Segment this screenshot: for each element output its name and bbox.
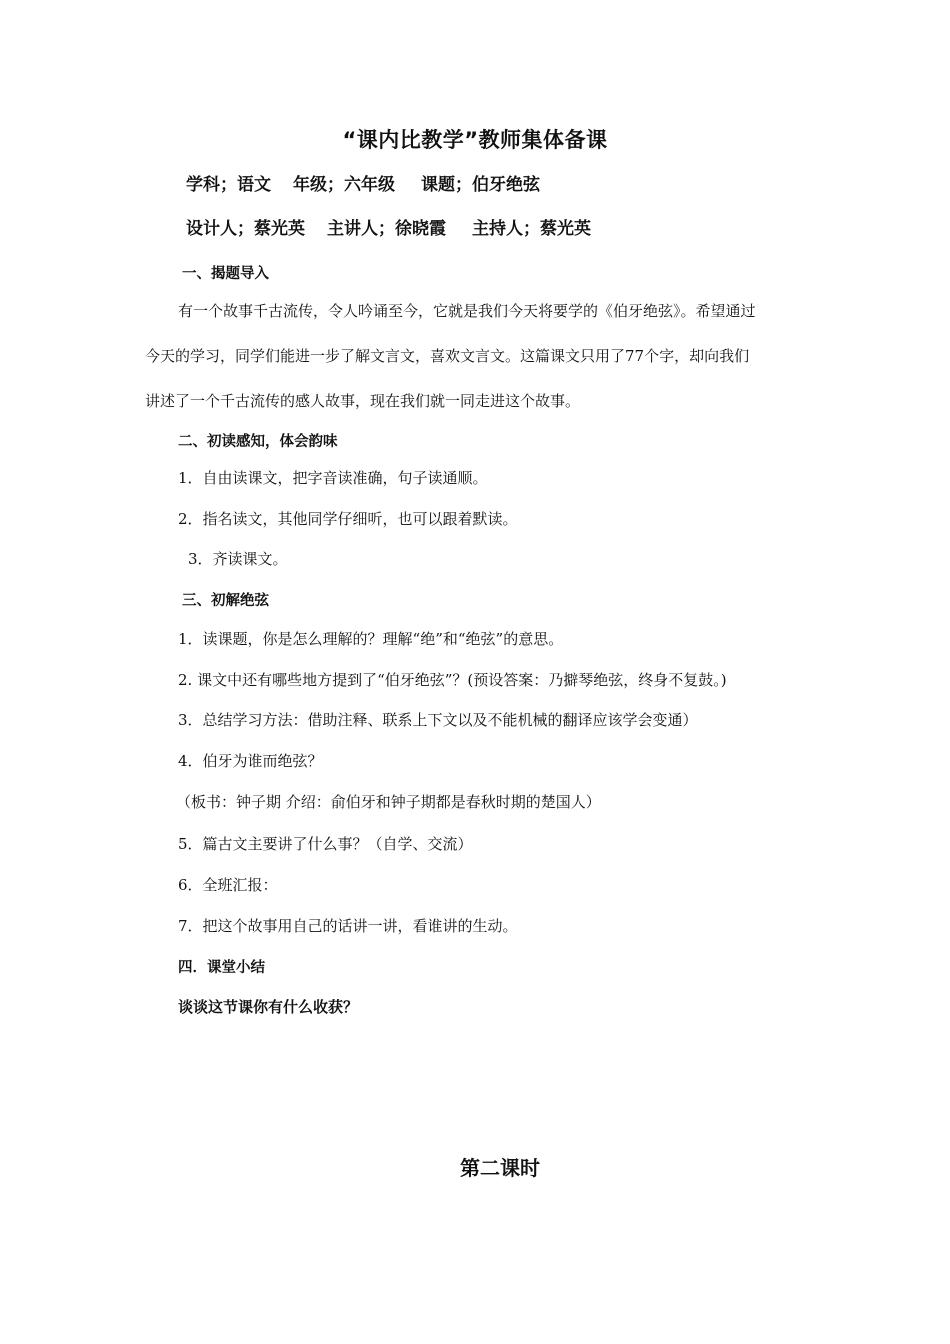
section-3-item: 4．伯牙为谁而绝弦？ bbox=[178, 752, 323, 770]
section-2-item: 3．齐读课文。 bbox=[188, 550, 288, 568]
meta-speaker: 主讲人；徐晓霞 bbox=[327, 219, 446, 239]
section-2-item: 2．指名读文，其他同学仔细听，也可以跟着默读。 bbox=[178, 510, 518, 528]
section-3-item: 1．读课题，你是怎么理解的？理解“绝”和“绝弦”的意思。 bbox=[178, 630, 564, 648]
section-3-item: 7．把这个故事用自己的话讲一讲，看谁讲的生动。 bbox=[178, 917, 518, 935]
section-3-item: 6．全班汇报： bbox=[178, 876, 278, 894]
section-3-item: 5．篇古文主要讲了什么事？（自学、交流） bbox=[178, 835, 473, 853]
section-3-note: （板书：钟子期 介绍：俞伯牙和钟子期都是春秋时期的楚国人） bbox=[176, 793, 601, 811]
document-title: “课内比教学”教师集体备课 bbox=[342, 128, 608, 152]
section-4-heading: 四．课堂小结 bbox=[178, 960, 265, 976]
section-2-item: 1．自由读课文，把字音读准确，句子读通顺。 bbox=[178, 469, 488, 487]
section-1-paragraph-line-2: 今天的学习，同学们能进一步了解文言文，喜欢文言文。这篇课文只用了77个字，却向我们 bbox=[145, 347, 750, 365]
section-3-item: 2. 课文中还有哪些地方提到了“伯牙绝弦”？(预设答案：乃擗琴绝弦，终身不复鼓。) bbox=[178, 671, 727, 689]
section-3-item: 3．总结学习方法：借助注释、联系上下文以及不能机械的翻译应该学会变通） bbox=[178, 711, 698, 729]
meta-grade: 年级；六年级 bbox=[293, 175, 395, 195]
section-1-paragraph-line-3: 讲述了一个千古流传的感人故事，现在我们就一同走进这个故事。 bbox=[145, 392, 581, 410]
meta-topic: 课题；伯牙绝弦 bbox=[421, 175, 540, 195]
section-3-heading: 三、初解绝弦 bbox=[182, 593, 269, 609]
section-1-heading: 一、揭题导入 bbox=[182, 266, 269, 282]
next-section-title: 第二课时 bbox=[460, 1156, 540, 1180]
section-1-paragraph-line-1: 有一个故事千古流传，令人吟诵至今，它就是我们今天将要学的《伯牙绝弦》。希望通过 bbox=[178, 302, 756, 320]
section-4-question: 谈谈这节课你有什么收获？ bbox=[178, 998, 359, 1016]
meta-row-2 bbox=[186, 214, 591, 239]
meta-row-1 bbox=[186, 170, 540, 195]
meta-designer: 设计人；蔡光英 bbox=[186, 219, 305, 239]
meta-subject: 学科；语文 bbox=[186, 175, 271, 195]
section-2-heading: 二、初读感知，体会韵味 bbox=[178, 434, 338, 450]
meta-host: 主持人；蔡光英 bbox=[472, 219, 591, 239]
